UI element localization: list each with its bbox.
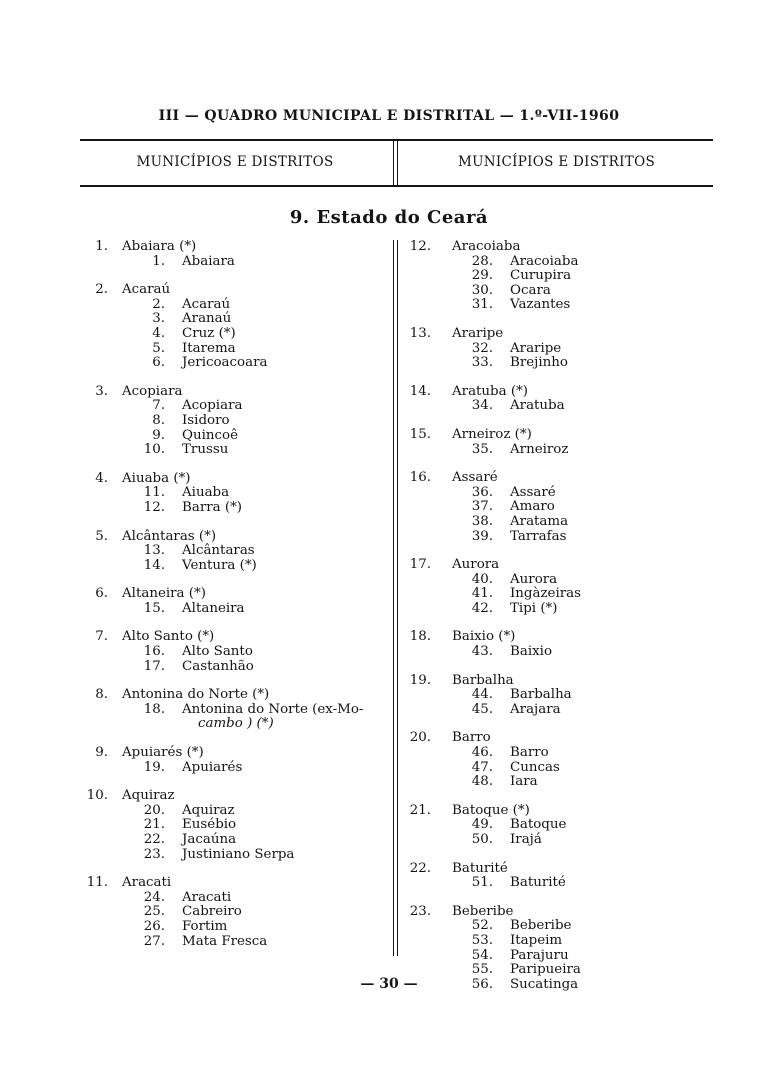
district-row (403, 269, 713, 284)
district-number: 13. (143, 543, 165, 559)
district-name: Jericoacoara (182, 355, 268, 371)
district-name: Trussu (182, 442, 229, 458)
district-number: 11. (143, 485, 165, 501)
district-row (80, 905, 390, 920)
district-name: Baturité (510, 875, 566, 891)
district-name: Aurora (510, 571, 558, 587)
district-name: Aracati (182, 889, 232, 905)
district-name: Vazantes (510, 297, 571, 313)
district-row (80, 312, 390, 327)
district-number: 53. (471, 932, 493, 948)
municipality-number: 21. (409, 802, 431, 818)
municipality-name: Altaneira (*) (122, 586, 206, 602)
district-name: Araripe (510, 340, 562, 356)
municipality-number: 9. (95, 745, 108, 761)
district-row (80, 818, 390, 833)
district-name: Aracoiaba (510, 253, 579, 269)
district-name: Barro (510, 745, 549, 761)
district-name: Baixio (510, 644, 553, 660)
district-number: 20. (143, 802, 165, 818)
page-title: III — QUADRO MUNICIPAL E DISTRITAL — 1.º-VII-1960 (158, 108, 620, 124)
district-name: Iara (510, 774, 538, 790)
municipality-name: Arneiroz (*) (452, 426, 532, 442)
municipality-name: Aracati (122, 875, 172, 891)
district-row (403, 645, 713, 660)
district-name: Tipi (*) (510, 600, 558, 616)
district-number: 51. (471, 875, 493, 891)
district-number: 19. (143, 759, 165, 775)
district-row (403, 746, 713, 761)
municipality-row (80, 630, 390, 645)
district-name: Irajá (510, 832, 542, 847)
district-number: 2. (152, 296, 165, 312)
municipality-entry (403, 558, 713, 616)
municipality-number: 15. (409, 426, 431, 442)
district-name: Acopiara (182, 398, 243, 414)
district-row (80, 342, 390, 357)
district-number: 49. (471, 817, 493, 833)
municipality-row (403, 862, 713, 877)
district-row (80, 327, 390, 342)
district-row (80, 298, 390, 313)
district-number: 4. (152, 325, 165, 341)
district-name: Antonina do Norte (ex-Mo- (182, 701, 364, 717)
district-row (403, 919, 713, 934)
municipality-row (403, 558, 713, 573)
municipality-entry (403, 471, 713, 544)
municipality-name: Assaré (452, 470, 498, 486)
district-name: Aranaú (182, 311, 232, 327)
district-number: 42. (471, 600, 493, 616)
municipality-entry (80, 630, 390, 674)
state-title: 9. Estado do Ceará (289, 207, 489, 228)
district-number: 29. (471, 268, 493, 284)
district-name: Cuncas (510, 759, 560, 775)
municipality-number: 7. (95, 629, 108, 645)
municipality-number: 10. (86, 788, 108, 804)
district-number: 16. (143, 644, 165, 660)
district-number: 6. (152, 355, 165, 371)
municipality-row (403, 240, 713, 255)
district-row (80, 645, 390, 660)
municipality-row (80, 472, 390, 487)
district-name: Aquiraz (182, 802, 235, 818)
municipality-number: 3. (95, 383, 108, 399)
district-number: 22. (143, 832, 165, 847)
district-row (80, 935, 390, 950)
municipality-number: 18. (409, 629, 431, 645)
district-name: Parajuru (510, 947, 569, 963)
district-name: Ventura (*) (182, 557, 257, 573)
district-number: 14. (143, 557, 165, 573)
municipality-entry (403, 630, 713, 659)
header-bottom-rule (80, 185, 713, 187)
district-number: 9. (152, 427, 165, 443)
district-name: Curupira (510, 268, 572, 284)
municipality-name: Acaraú (122, 282, 171, 298)
district-number: 31. (471, 297, 493, 313)
district-number: 8. (152, 412, 165, 428)
district-number: 28. (471, 253, 493, 269)
district-name: Aratama (510, 513, 569, 529)
district-row (80, 761, 390, 776)
municipality-entry (403, 327, 713, 371)
municipality-row (80, 876, 390, 891)
municipality-entry (80, 283, 390, 371)
district-row (80, 544, 390, 559)
district-name: Paripueira (510, 962, 581, 978)
district-row (403, 688, 713, 703)
municipality-row (403, 731, 713, 746)
district-row (403, 486, 713, 501)
municipality-name: Barbalha (452, 672, 514, 688)
district-row (403, 876, 713, 891)
municipality-row (80, 789, 390, 804)
district-name: Mata Fresca (182, 933, 268, 949)
district-row (80, 920, 390, 935)
municipality-number: 13. (409, 325, 431, 341)
district-name: Fortim (182, 918, 228, 934)
district-name: Barbalha (510, 687, 572, 703)
district-number: 3. (152, 311, 165, 327)
district-number: 38. (471, 513, 493, 529)
header-divider-line (393, 141, 394, 185)
header-divider-line (397, 141, 398, 185)
municipality-row (403, 674, 713, 689)
district-name: Eusébio (182, 817, 237, 833)
district-row (403, 356, 713, 371)
district-row (80, 703, 390, 718)
district-name: Itapeim (510, 932, 563, 948)
district-row (80, 255, 390, 270)
district-number: 41. (471, 586, 493, 602)
district-number: 48. (471, 774, 493, 790)
district-row (403, 934, 713, 949)
district-row (403, 443, 713, 458)
district-row (80, 660, 390, 675)
district-row (403, 818, 713, 833)
municipality-number: 14. (409, 383, 431, 399)
district-name: Apuiarés (182, 759, 243, 775)
district-name: Barra (*) (182, 499, 243, 515)
municipality-number: 12. (409, 239, 431, 254)
municipality-name: Abaiara (*) (122, 239, 197, 254)
district-name-continuation-text: cambo ) (*) (198, 716, 274, 732)
municipality-name: Beberibe (452, 903, 514, 919)
district-number: 1. (152, 253, 165, 269)
district-name: Quincoê (182, 427, 238, 443)
municipality-name: Aiuaba (*) (122, 470, 191, 486)
district-name: Tarrafas (510, 528, 567, 544)
municipality-row (403, 471, 713, 486)
district-number: 56. (471, 976, 493, 992)
district-number: 40. (471, 571, 493, 587)
municipality-number: 17. (409, 557, 431, 573)
municipality-entry (80, 530, 390, 574)
district-row (80, 804, 390, 819)
municipality-name: Barro (452, 730, 491, 746)
district-row (403, 833, 713, 848)
district-name: Cabreiro (182, 904, 242, 920)
municipality-row (80, 530, 390, 545)
municipality-name: Aracoiaba (452, 239, 521, 254)
district-name: Ingàzeiras (510, 586, 581, 602)
right-column (403, 240, 713, 992)
district-row (403, 342, 713, 357)
district-number: 7. (152, 398, 165, 414)
municipality-entry (403, 674, 713, 718)
municipality-entry (80, 789, 390, 862)
municipality-entry (403, 428, 713, 457)
municipality-entry (403, 731, 713, 789)
district-number: 12. (143, 499, 165, 515)
district-name: Batoque (510, 817, 567, 833)
district-number: 25. (143, 904, 165, 920)
district-number: 10. (143, 442, 165, 458)
municipality-name: Alto Santo (*) (122, 629, 215, 645)
municipality-number: 4. (95, 470, 108, 486)
district-number: 36. (471, 484, 493, 500)
district-row (403, 298, 713, 313)
municipality-name: Aratuba (*) (452, 383, 529, 399)
municipality-entry (403, 804, 713, 848)
district-number: 30. (471, 282, 493, 298)
district-row (403, 587, 713, 602)
district-row (403, 399, 713, 414)
left-column (80, 240, 390, 949)
district-row (403, 573, 713, 588)
district-number: 43. (471, 644, 493, 660)
district-number: 35. (471, 441, 493, 457)
municipality-name: Acopiara (122, 383, 183, 399)
district-number: 45. (471, 701, 493, 717)
district-name: Justiniano Serpa (182, 846, 295, 862)
district-name: Jacaúna (182, 832, 237, 847)
district-name: Acaraú (182, 296, 231, 312)
municipality-entry (403, 385, 713, 414)
municipality-row (403, 327, 713, 342)
district-row (80, 891, 390, 906)
district-row (80, 486, 390, 501)
municipality-number: 2. (95, 282, 108, 298)
district-number: 55. (471, 962, 493, 978)
municipality-row (403, 804, 713, 819)
district-number: 33. (471, 355, 493, 371)
district-number: 37. (471, 499, 493, 515)
municipality-name: Aurora (452, 557, 500, 573)
district-name: Castanhão (182, 658, 254, 674)
municipality-name: Araripe (452, 325, 504, 341)
district-row (80, 429, 390, 444)
municipality-entry (403, 240, 713, 313)
municipality-number: 1. (95, 239, 108, 254)
district-name: Abaiara (182, 253, 235, 269)
municipality-number: 20. (409, 730, 431, 746)
municipality-entry (80, 688, 390, 732)
district-name: Brejinho (510, 355, 568, 371)
district-row (403, 255, 713, 270)
municipality-number: 5. (95, 528, 108, 544)
district-row (80, 356, 390, 371)
district-number: 47. (471, 759, 493, 775)
district-row (403, 530, 713, 545)
municipality-row (403, 428, 713, 443)
district-name: Altaneira (182, 600, 245, 616)
municipality-name: Batoque (*) (452, 802, 530, 818)
district-name: Itarema (182, 340, 236, 356)
municipality-row (80, 688, 390, 703)
municipality-number: 16. (409, 470, 431, 486)
municipality-row (403, 630, 713, 645)
district-row (80, 399, 390, 414)
district-name: Aiuaba (182, 485, 230, 501)
district-row (403, 500, 713, 515)
municipality-entry (403, 862, 713, 891)
district-name: Arneiroz (510, 441, 569, 457)
district-number: 18. (143, 701, 165, 717)
municipality-entry (80, 385, 390, 458)
municipality-entry (80, 472, 390, 516)
municipality-number: 11. (86, 875, 108, 891)
district-name: Arajara (510, 701, 561, 717)
district-number: 27. (143, 933, 165, 949)
municipality-name: Apuiarés (*) (122, 745, 204, 761)
municipality-entry (80, 240, 390, 269)
district-name: Ocara (510, 282, 551, 298)
municipality-name: Baixio (*) (452, 629, 516, 645)
municipality-name: Antonina do Norte (*) (122, 687, 270, 703)
district-number: 15. (143, 600, 165, 616)
district-number: 39. (471, 528, 493, 544)
district-name: Assaré (510, 484, 556, 500)
column-divider-line (393, 240, 394, 956)
municipality-row (80, 587, 390, 602)
district-number: 32. (471, 340, 493, 356)
district-number: 50. (471, 832, 493, 847)
municipality-number: 22. (409, 860, 431, 876)
district-name: Alcântaras (182, 543, 255, 559)
district-row (80, 833, 390, 848)
district-row (403, 602, 713, 617)
page-number: — 30 — (360, 976, 418, 992)
district-number: 24. (143, 889, 165, 905)
column-header-right: MUNICÍPIOS E DISTRITOS (457, 154, 655, 170)
district-row (80, 602, 390, 617)
district-name: Beberibe (510, 918, 572, 934)
municipality-name: Aquiraz (122, 788, 175, 804)
district-number: 46. (471, 745, 493, 761)
municipality-entry (80, 876, 390, 949)
district-number: 21. (143, 817, 165, 833)
municipality-name: Alcântaras (*) (122, 528, 217, 544)
municipality-name: Baturité (452, 860, 508, 876)
district-row (80, 848, 390, 863)
district-number: 5. (152, 340, 165, 356)
column-divider-line (397, 240, 398, 956)
district-number: 26. (143, 918, 165, 934)
district-name: Sucatinga (510, 976, 579, 992)
district-number: 34. (471, 398, 493, 414)
municipality-row (80, 240, 390, 255)
district-number: 44. (471, 687, 493, 703)
district-row (403, 775, 713, 790)
district-number: 52. (471, 918, 493, 934)
district-row (403, 703, 713, 718)
district-row (403, 284, 713, 299)
municipality-row (403, 905, 713, 920)
district-name: Isidoro (182, 412, 230, 428)
district-number: 54. (471, 947, 493, 963)
district-number: 17. (143, 658, 165, 674)
district-name: Amaro (510, 499, 555, 515)
district-row (403, 949, 713, 964)
municipality-number: 19. (409, 672, 431, 688)
district-name: Aratuba (510, 398, 565, 414)
district-row (403, 761, 713, 776)
municipality-number: 8. (95, 687, 108, 703)
column-header-left: MUNICÍPIOS E DISTRITOS (136, 154, 334, 170)
district-name-continuation (80, 717, 390, 732)
municipality-entry (80, 746, 390, 775)
municipality-number: 23. (409, 903, 431, 919)
district-row (80, 414, 390, 429)
district-row (80, 501, 390, 516)
district-row (403, 515, 713, 530)
district-name: Cruz (*) (182, 325, 236, 341)
municipality-entry (80, 587, 390, 616)
municipality-row (403, 385, 713, 400)
municipality-row (80, 746, 390, 761)
municipality-number: 6. (95, 586, 108, 602)
district-name: Alto Santo (182, 644, 253, 660)
municipality-row (80, 385, 390, 400)
district-row (80, 559, 390, 574)
municipality-row (80, 283, 390, 298)
district-row (80, 443, 390, 458)
district-number: 23. (143, 846, 165, 862)
